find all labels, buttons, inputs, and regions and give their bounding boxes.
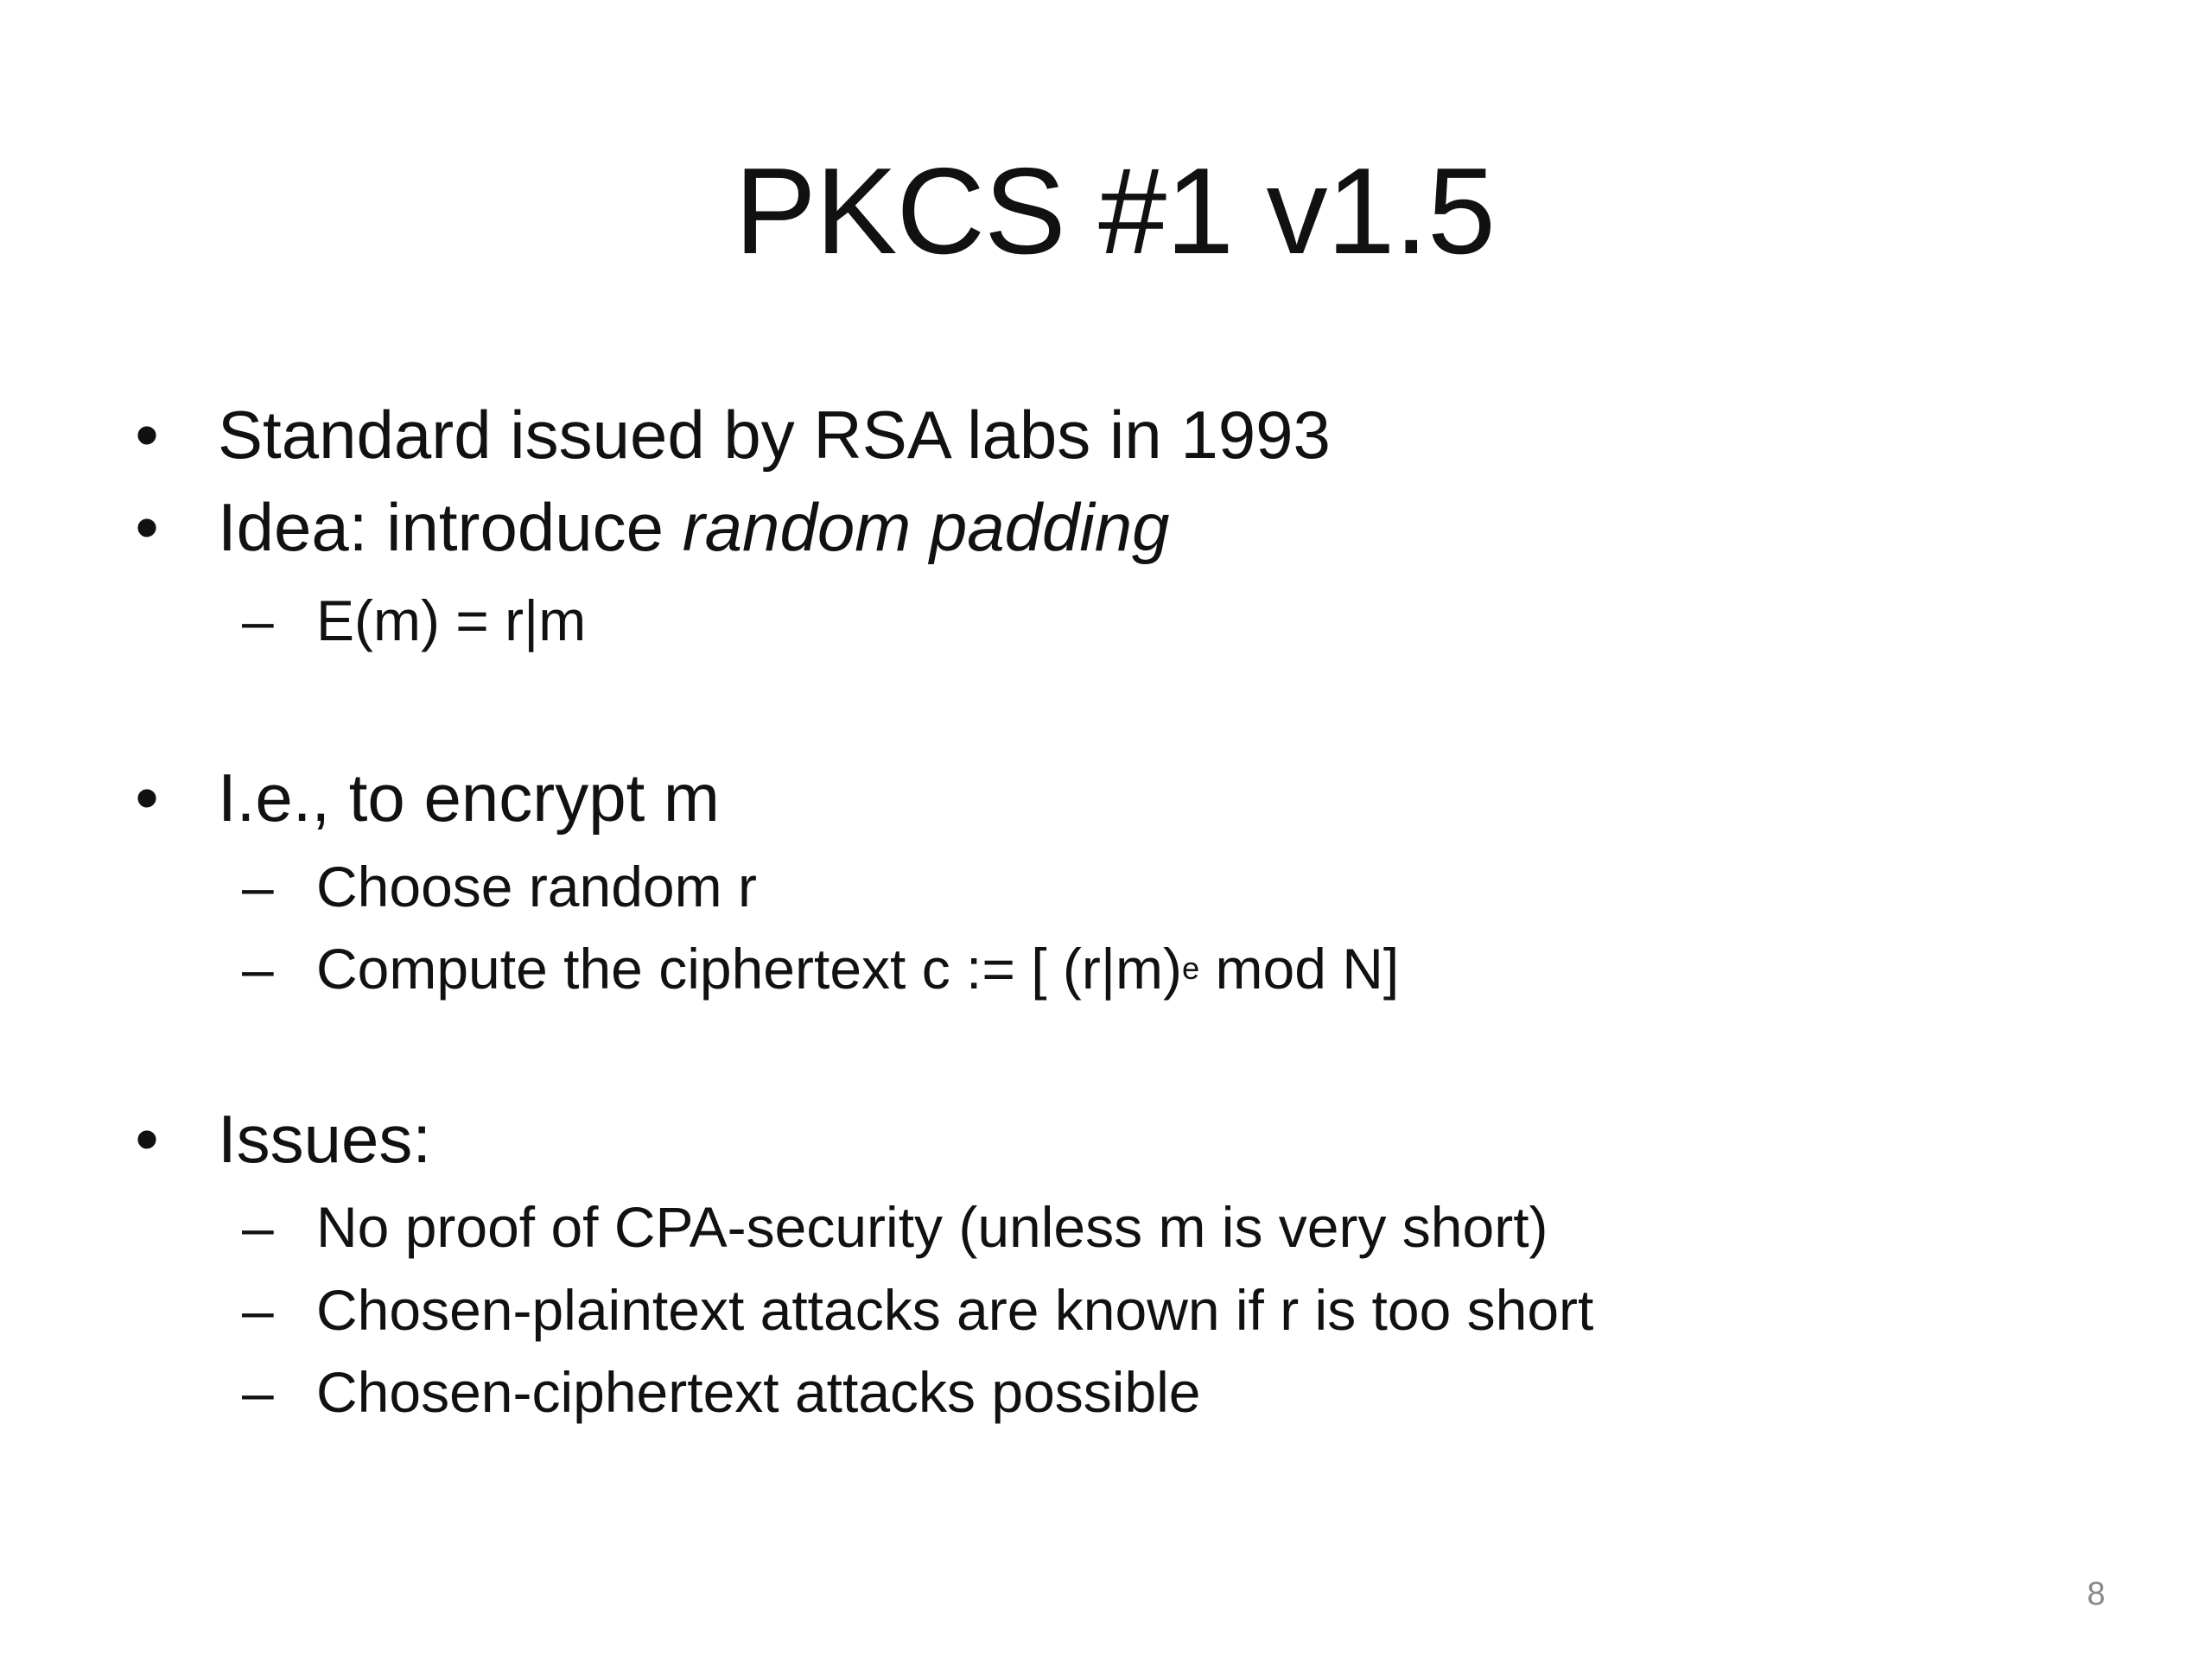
bullet-text-plain: Idea: introduce (218, 489, 683, 565)
sub-bullet-text: Choose random r (316, 855, 757, 918)
dash-symbol: – (242, 1278, 274, 1342)
bullet-symbol: • (135, 1101, 159, 1177)
dash-symbol: – (242, 588, 274, 652)
sub-bullet-text: E(m) = r|m (316, 588, 587, 652)
dash-symbol: – (242, 1195, 274, 1259)
formula-before: Compute the ciphertext c := [ (r|m) (316, 937, 1182, 1001)
bullet-text-emphasis: random padding (682, 489, 1170, 565)
dash-symbol: – (242, 855, 274, 918)
bullet-text: Standard issued by RSA labs in 1993 (218, 397, 1331, 473)
bullet-text: I.e., to encrypt m (218, 760, 720, 836)
bullet-symbol: • (135, 397, 159, 473)
sub-bullet-text: Chosen-ciphertext attacks possible (316, 1360, 1201, 1424)
sub-bullet-text: No proof of CPA-security (unless m is very short) (316, 1195, 1548, 1259)
dash-symbol: – (242, 937, 274, 1001)
bullet-text: Issues: (218, 1101, 432, 1177)
bullet-symbol: • (135, 760, 159, 836)
slide-title: PKCS #1 v1.5 (734, 143, 1495, 280)
sub-bullet-text: Chosen-plaintext attacks are known if r is too short (316, 1278, 1594, 1342)
bullet-text (218, 486, 1169, 569)
formula-exponent: e (1182, 950, 1200, 987)
page-number: 8 (2087, 1576, 2106, 1612)
formula-after: mod N] (1199, 937, 1400, 1001)
bullet-symbol: • (135, 489, 159, 565)
dash-symbol: – (242, 1360, 274, 1424)
sub-bullet-text (316, 933, 1399, 1014)
